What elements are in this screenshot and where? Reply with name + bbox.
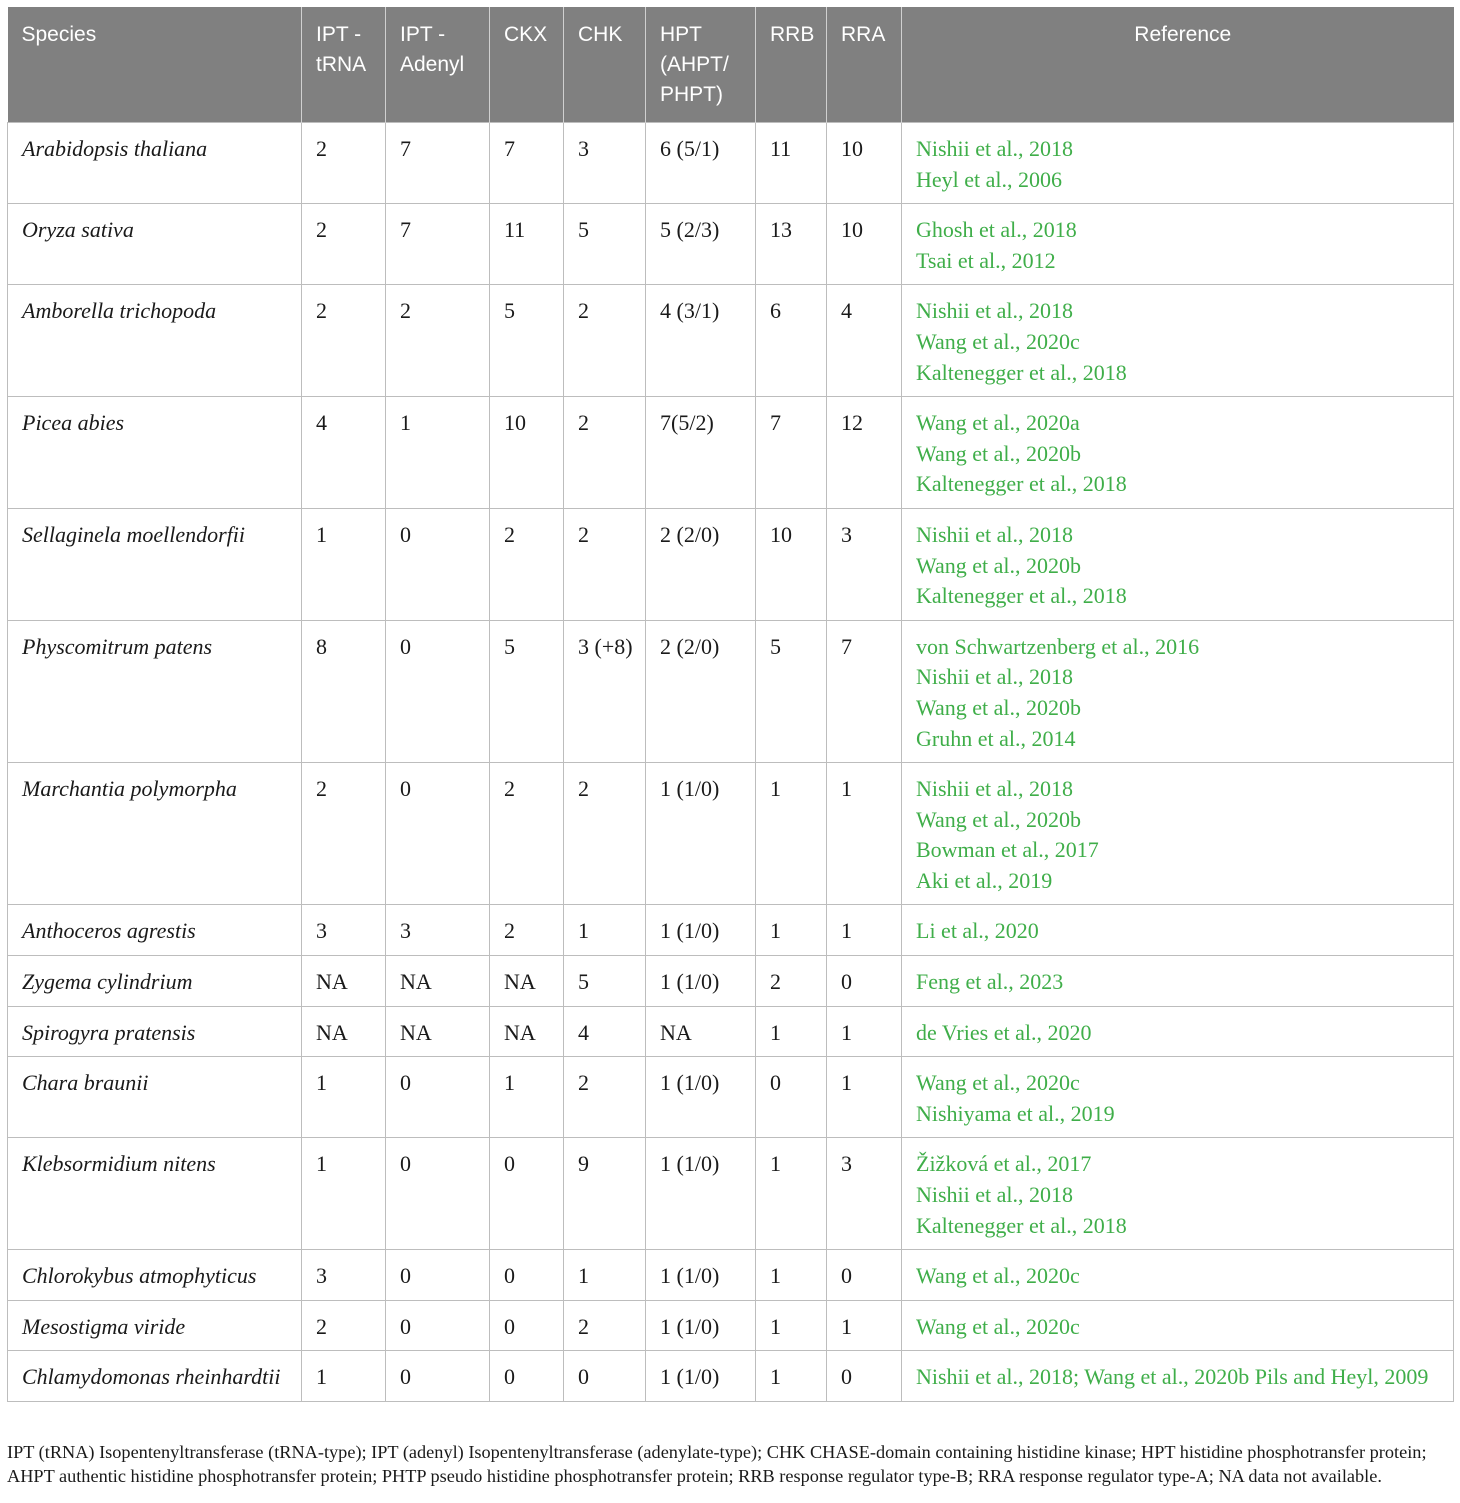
table-row [8, 123, 1454, 204]
reference-cell [902, 1006, 1454, 1057]
hpt-cell: 1 (1/0) [646, 763, 756, 905]
rrb-cell: 5 [756, 620, 827, 762]
chk-cell: 2 [564, 285, 646, 397]
ipt-trna-cell: 2 [302, 123, 386, 204]
reference-cell [902, 763, 1454, 905]
table-row [8, 1006, 1454, 1057]
species-cell: Sellaginela moellendorfii [8, 508, 302, 620]
chk-cell: 3 [564, 123, 646, 204]
rrb-cell: 10 [756, 508, 827, 620]
reference-link[interactable]: Wang et al., 2020c [916, 1263, 1080, 1289]
rra-cell: 0 [827, 1250, 902, 1301]
hpt-cell: 1 (1/0) [646, 1138, 756, 1250]
table-row [8, 1250, 1454, 1301]
species-cell: Anthoceros agrestis [8, 905, 302, 956]
reference-link[interactable]: Kaltenegger et al., 2018 [916, 359, 1127, 385]
reference-link[interactable]: Wang et al., 2020c [916, 328, 1080, 354]
ipt-adenyl-cell: 0 [386, 1138, 490, 1250]
reference-cell [902, 204, 1454, 285]
ipt-trna-cell: 2 [302, 285, 386, 397]
species-cell: Zygema cylindrium [8, 956, 302, 1007]
hpt-cell: 4 (3/1) [646, 285, 756, 397]
rrb-cell: 0 [756, 1057, 827, 1138]
table-body [8, 123, 1454, 1402]
ipt-adenyl-cell: 2 [386, 285, 490, 397]
reference-link[interactable]: Wang et al., 2020a [916, 410, 1080, 436]
reference-cell [902, 397, 1454, 509]
reference-link[interactable]: Wang et al., 2020c [916, 1070, 1080, 1096]
rra-cell: 12 [827, 397, 902, 509]
ckx-cell: 0 [490, 1300, 564, 1351]
species-cell: Mesostigma viride [8, 1300, 302, 1351]
species-cell: Amborella trichopoda [8, 285, 302, 397]
rra-cell: 1 [827, 1006, 902, 1057]
ipt-trna-cell: 1 [302, 1351, 386, 1402]
rrb-cell: 1 [756, 1250, 827, 1301]
ckx-cell: 5 [490, 285, 564, 397]
chk-cell: 2 [564, 508, 646, 620]
reference-cell [902, 1300, 1454, 1351]
reference-link[interactable]: Nishii et al., 2018 [916, 776, 1074, 802]
table-container [7, 7, 1453, 1402]
table-row [8, 620, 1454, 762]
table-row [8, 204, 1454, 285]
hpt-cell: 1 (1/0) [646, 956, 756, 1007]
ipt-adenyl-cell: 0 [386, 1057, 490, 1138]
chk-cell: 4 [564, 1006, 646, 1057]
table-row [8, 508, 1454, 620]
hpt-cell: 6 (5/1) [646, 123, 756, 204]
ipt-trna-cell: 4 [302, 397, 386, 509]
reference-cell [902, 905, 1454, 956]
ckx-cell: 11 [490, 204, 564, 285]
ipt-adenyl-cell: 0 [386, 620, 490, 762]
hpt-cell: 1 (1/0) [646, 1057, 756, 1138]
reference-link[interactable]: Heyl et al., 2006 [916, 166, 1063, 192]
reference-link[interactable]: Nishii et al., 2018 [916, 521, 1074, 547]
ipt-trna-cell: 3 [302, 905, 386, 956]
rra-cell: 1 [827, 1057, 902, 1138]
reference-cell [902, 1138, 1454, 1250]
ipt-trna-cell: NA [302, 1006, 386, 1057]
reference-cell [902, 956, 1454, 1007]
table-row [8, 285, 1454, 397]
ipt-trna-cell: 2 [302, 763, 386, 905]
hpt-cell: 1 (1/0) [646, 1300, 756, 1351]
reference-link[interactable]: Wang et al., 2020b [916, 440, 1082, 466]
hpt-cell: NA [646, 1006, 756, 1057]
reference-cell [902, 285, 1454, 397]
table-row [8, 956, 1454, 1007]
reference-cell [902, 1057, 1454, 1138]
table-row [8, 905, 1454, 956]
reference-link[interactable]: Kaltenegger et al., 2018 [916, 583, 1127, 609]
reference-cell [902, 1250, 1454, 1301]
chk-cell: 3 (+8) [564, 620, 646, 762]
ipt-adenyl-cell: NA [386, 1006, 490, 1057]
hpt-cell: 2 (2/0) [646, 620, 756, 762]
ckx-cell: NA [490, 1006, 564, 1057]
ipt-adenyl-cell: 0 [386, 508, 490, 620]
rrb-cell: 11 [756, 123, 827, 204]
ckx-cell: 2 [490, 763, 564, 905]
species-cell: Arabidopsis thaliana [8, 123, 302, 204]
reference-cell [902, 1351, 1454, 1402]
reference-link[interactable]: Nishii et al., 2018; Wang et al., 2020b Pils and Heyl, 2009 [916, 1364, 1429, 1390]
rra-cell: 0 [827, 956, 902, 1007]
rrb-cell: 6 [756, 285, 827, 397]
table-footnote: IPT (tRNA) Isopentenyltransferase (tRNA-type); IPT (adenyl) Isopentenyltransferase (adenylate-type); CHK CHASE-domain containing histidine kinase; HPT histidine phosphotransfer protein; AHPT authentic histidine phosphotransfer protein; PHTP pseudo histidine phosphotransfer protein; RRB response regulator type-B; RRA response regulator type-A; NA data not available. [7, 1442, 1427, 1486]
reference-link[interactable]: Nishii et al., 2018 [916, 664, 1074, 690]
header-ipt-adenyl: IPT - Adenyl [386, 7, 490, 123]
reference-link[interactable]: Nishii et al., 2018 [916, 1182, 1074, 1208]
ipt-adenyl-cell: 7 [386, 123, 490, 204]
rrb-cell: 1 [756, 1300, 827, 1351]
header-ipt-trna: IPT - tRNA [302, 7, 386, 123]
reference-link[interactable]: Ghosh et al., 2018 [916, 217, 1077, 243]
ipt-trna-cell: 3 [302, 1250, 386, 1301]
ckx-cell: 10 [490, 397, 564, 509]
species-cell: Klebsormidium nitens [8, 1138, 302, 1250]
rra-cell: 3 [827, 1138, 902, 1250]
reference-link[interactable]: Wang et al., 2020c [916, 1313, 1080, 1339]
header-species: Species [8, 7, 302, 123]
ipt-adenyl-cell: 3 [386, 905, 490, 956]
hpt-cell: 1 (1/0) [646, 905, 756, 956]
ipt-adenyl-cell: 1 [386, 397, 490, 509]
rra-cell: 10 [827, 123, 902, 204]
reference-link[interactable]: von Schwartzenberg et al., 2016 [916, 633, 1200, 659]
header-chk: CHK [564, 7, 646, 123]
species-cell: Physcomitrum patens [8, 620, 302, 762]
ipt-adenyl-cell: NA [386, 956, 490, 1007]
species-cell: Chlorokybus atmophyticus [8, 1250, 302, 1301]
species-cell: Chlamydomonas rheinhardtii [8, 1351, 302, 1402]
rrb-cell: 7 [756, 397, 827, 509]
header-hpt: HPT (AHPT/ PHPT) [646, 7, 756, 123]
table-row [8, 763, 1454, 905]
ipt-adenyl-cell: 0 [386, 1351, 490, 1402]
rrb-cell: 1 [756, 1138, 827, 1250]
ckx-cell: 0 [490, 1138, 564, 1250]
hpt-cell: 2 (2/0) [646, 508, 756, 620]
hpt-cell: 7(5/2) [646, 397, 756, 509]
rrb-cell: 13 [756, 204, 827, 285]
species-cell: Spirogyra pratensis [8, 1006, 302, 1057]
reference-link[interactable]: Kaltenegger et al., 2018 [916, 1212, 1127, 1238]
species-cell: Picea abies [8, 397, 302, 509]
ckx-cell: 7 [490, 123, 564, 204]
reference-link[interactable]: Wang et al., 2020b [916, 694, 1082, 720]
rrb-cell: 1 [756, 1351, 827, 1402]
ckx-cell: 2 [490, 508, 564, 620]
reference-cell [902, 620, 1454, 762]
cytokinin-gene-table [7, 7, 1454, 1402]
reference-link[interactable]: Nishiyama et al., 2019 [916, 1100, 1115, 1126]
chk-cell: 2 [564, 397, 646, 509]
chk-cell: 1 [564, 905, 646, 956]
species-cell: Chara braunii [8, 1057, 302, 1138]
ckx-cell: 2 [490, 905, 564, 956]
header-rrb: RRB [756, 7, 827, 123]
rrb-cell: 2 [756, 956, 827, 1007]
rra-cell: 1 [827, 763, 902, 905]
rra-cell: 7 [827, 620, 902, 762]
rra-cell: 1 [827, 905, 902, 956]
ckx-cell: NA [490, 956, 564, 1007]
rrb-cell: 1 [756, 1006, 827, 1057]
table-row [8, 1300, 1454, 1351]
chk-cell: 5 [564, 204, 646, 285]
chk-cell: 2 [564, 763, 646, 905]
ipt-adenyl-cell: 0 [386, 763, 490, 905]
ipt-trna-cell: 2 [302, 204, 386, 285]
ipt-trna-cell: 1 [302, 1057, 386, 1138]
rra-cell: 1 [827, 1300, 902, 1351]
species-cell: Marchantia polymorpha [8, 763, 302, 905]
header-ckx: CKX [490, 7, 564, 123]
chk-cell: 1 [564, 1250, 646, 1301]
header-reference: Reference [902, 7, 1454, 123]
reference-link[interactable]: Wang et al., 2020b [916, 806, 1082, 832]
reference-link[interactable]: Bowman et al., 2017 [916, 837, 1099, 863]
ipt-trna-cell: 8 [302, 620, 386, 762]
table-row [8, 1351, 1454, 1402]
ckx-cell: 0 [490, 1250, 564, 1301]
ckx-cell: 0 [490, 1351, 564, 1402]
ipt-adenyl-cell: 0 [386, 1250, 490, 1301]
table-row [8, 1057, 1454, 1138]
chk-cell: 0 [564, 1351, 646, 1402]
header-row [8, 7, 1454, 123]
chk-cell: 2 [564, 1057, 646, 1138]
rra-cell: 4 [827, 285, 902, 397]
reference-link[interactable]: Nishii et al., 2018 [916, 136, 1074, 161]
reference-link[interactable]: Tsai et al., 2012 [916, 247, 1056, 273]
reference-link[interactable]: Nishii et al., 2018 [916, 298, 1074, 324]
reference-link[interactable]: Aki et al., 2019 [916, 867, 1053, 893]
reference-cell [902, 123, 1454, 204]
reference-link[interactable]: de Vries et al., 2020 [916, 1019, 1092, 1045]
rrb-cell: 1 [756, 905, 827, 956]
ipt-adenyl-cell: 0 [386, 1300, 490, 1351]
reference-cell [902, 508, 1454, 620]
ipt-adenyl-cell: 7 [386, 204, 490, 285]
chk-cell: 5 [564, 956, 646, 1007]
ipt-trna-cell: 1 [302, 1138, 386, 1250]
hpt-cell: 1 (1/0) [646, 1250, 756, 1301]
ipt-trna-cell: NA [302, 956, 386, 1007]
species-cell: Oryza sativa [8, 204, 302, 285]
ipt-trna-cell: 2 [302, 1300, 386, 1351]
hpt-cell: 1 (1/0) [646, 1351, 756, 1402]
chk-cell: 2 [564, 1300, 646, 1351]
table-row [8, 397, 1454, 509]
reference-link[interactable]: Feng et al., 2023 [916, 969, 1064, 995]
header-rra: RRA [827, 7, 902, 123]
rra-cell: 0 [827, 1351, 902, 1402]
rrb-cell: 1 [756, 763, 827, 905]
reference-link[interactable]: Žižková et al., 2017 [916, 1151, 1092, 1177]
rra-cell: 10 [827, 204, 902, 285]
reference-link[interactable]: Wang et al., 2020b [916, 552, 1082, 578]
ckx-cell: 1 [490, 1057, 564, 1138]
ipt-trna-cell: 1 [302, 508, 386, 620]
reference-link[interactable]: Kaltenegger et al., 2018 [916, 471, 1127, 497]
rra-cell: 3 [827, 508, 902, 620]
hpt-cell: 5 (2/3) [646, 204, 756, 285]
ckx-cell: 5 [490, 620, 564, 762]
chk-cell: 9 [564, 1138, 646, 1250]
reference-link[interactable]: Gruhn et al., 2014 [916, 725, 1076, 751]
table-row [8, 1138, 1454, 1250]
reference-link[interactable]: Li et al., 2020 [916, 918, 1039, 944]
